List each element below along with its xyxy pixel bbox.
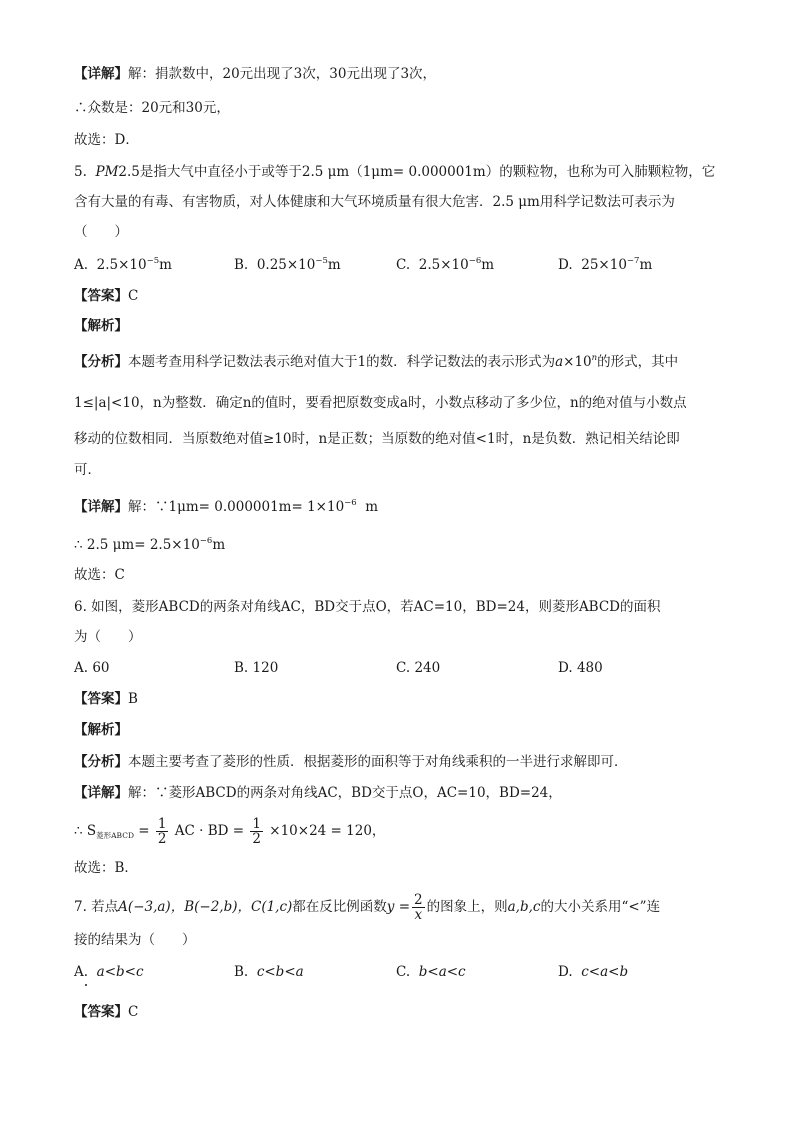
- q4-detail-line: [74, 64, 436, 84]
- q6-choose-line: 故选：B．: [74, 860, 138, 876]
- q6-answer-line: 【答案】B: [74, 691, 138, 707]
- q5-stem-text-1: 2.5是指大气中直径小于或等于2.5 μm（1μm= 0.000001m）的颗粒物，也称为可入肺颗粒物，它: [118, 164, 716, 180]
- q7-option-d: D. c<a<b: [558, 964, 629, 980]
- q7-stem-line-1: 7. 若点A(−3,a)，B(−2,b)，C(1,c)都在反比例函数y = $\frac{2}{x}$ 的图象上，则a,b,c的大小关系用“<”连: [74, 892, 661, 923]
- answer-tag: 【答案】: [74, 288, 128, 304]
- q6-option-a: A. 60: [74, 660, 110, 676]
- q7-option-c: C. b<a<c: [396, 964, 466, 980]
- q6-option-d: D. 480: [558, 660, 603, 676]
- q5-option-b: B. $0.25\times 10^{-5}m$: [234, 256, 341, 273]
- q5-answer-line: [74, 286, 138, 306]
- q6-area-calc: ∴ $S_{菱形ABCD}$ = $\frac{1}{2}$ AC · BD = $\frac{1}{2}$ ×10×24 = 120，: [74, 816, 386, 847]
- q4-detail-text: 解：捐款数中，20元出现了3次，30元出现了3次，: [128, 66, 437, 82]
- q6-detail-line-1: 【详解】解：∵菱形ABCD的两条对角线AC，BD交于点O，AC=10，BD=24，: [74, 785, 562, 801]
- q5-pm-label: PM: [95, 164, 119, 180]
- q5-analyze-line-2: 1≤|a|<10，n为整数．确定n的值时，要看把原数变成a时，小数点移动了多少位，n的绝对值与小数点: [74, 395, 687, 411]
- q5-analyze-line-1: 【分析】本题考查用科学记数法表示绝对值大于1的数．科学记数法的表示形式为$a\times 10^n$的形式，其中: [74, 353, 679, 370]
- q5-choose-line: 故选：C: [74, 567, 125, 583]
- q7-answer-line: 【答案】C: [74, 1004, 139, 1020]
- q5-detail-line-1: 【详解】解：∵1μm= $0.000001m= 1\times 10^{-6}$ m: [74, 498, 379, 515]
- q5-stem-line-3: （ ）: [74, 224, 128, 240]
- q5-analysis-tag-line: [74, 316, 128, 336]
- q5-detail-line-2: ∴ 2.5 $\mu m= 2.5\times 10^{-6}m$: [74, 536, 226, 553]
- q5-option-c: C. $2.5\times 10^{-6}m$: [396, 256, 495, 273]
- analysis-tag: 【解析】: [74, 318, 128, 334]
- analyze-tag: 【分析】: [74, 354, 128, 370]
- q6-option-c: C. 240: [396, 660, 441, 676]
- q4-choose-line: 故选：D．: [74, 132, 139, 148]
- q7-stem-line-2: 接的结果为（ ）: [74, 932, 196, 948]
- q5-option-a: A. $2.5\times 10^{-5}m$: [74, 256, 172, 273]
- q7-option-a: A. a<b<c: [74, 964, 144, 980]
- q5-number: 5.: [74, 164, 87, 180]
- q6-stem-line-1: 6. 如图，菱形ABCD的两条对角线AC，BD交于点O，若AC=10，BD=24，则菱形ABCD的面积: [74, 599, 661, 615]
- q5-answer-value: C: [128, 288, 139, 304]
- inverse-fraction: $\frac{2}{x}$: [414, 892, 423, 923]
- q6-stem-line-2: 为（ ）: [74, 629, 142, 645]
- q5-option-d: D. $25\times 10^{-7}m$: [558, 256, 653, 273]
- q5-analyze-line-4: 可．: [74, 462, 101, 478]
- q4-mode-line: ∴众数是：20元和30元，: [74, 100, 230, 116]
- half-fraction: $\frac{1}{2}$: [157, 816, 167, 847]
- q6-option-b: B. 120: [234, 660, 279, 676]
- q6-analyze-line: 【分析】本题主要考查了菱形的性质．根据菱形的面积等于对角线乘积的一半进行求解即可．: [74, 754, 628, 770]
- q6-analysis-tag-line: 【解析】: [74, 722, 128, 738]
- q5-stem-line-1: [74, 162, 715, 182]
- detail-tag: 【详解】: [74, 66, 128, 82]
- q7-answer-value: C: [128, 1004, 139, 1020]
- q7-option-b: B. c<b<a: [234, 964, 304, 980]
- q6-answer-value: B: [128, 691, 138, 707]
- stray-dot: [85, 984, 87, 986]
- q5-stem-line-2: 含有大量的有毒、有害物质，对人体健康和大气环境质量有很大危害．2.5 μm用科学记数法可表示为: [74, 194, 675, 210]
- half-fraction-2: $\frac{1}{2}$: [252, 816, 261, 847]
- q5-analyze-line-3: 移动的位数相同．当原数绝对值≥10时，n是正数；当原数的绝对值<1时，n是负数．熟记相关结论即: [74, 431, 680, 447]
